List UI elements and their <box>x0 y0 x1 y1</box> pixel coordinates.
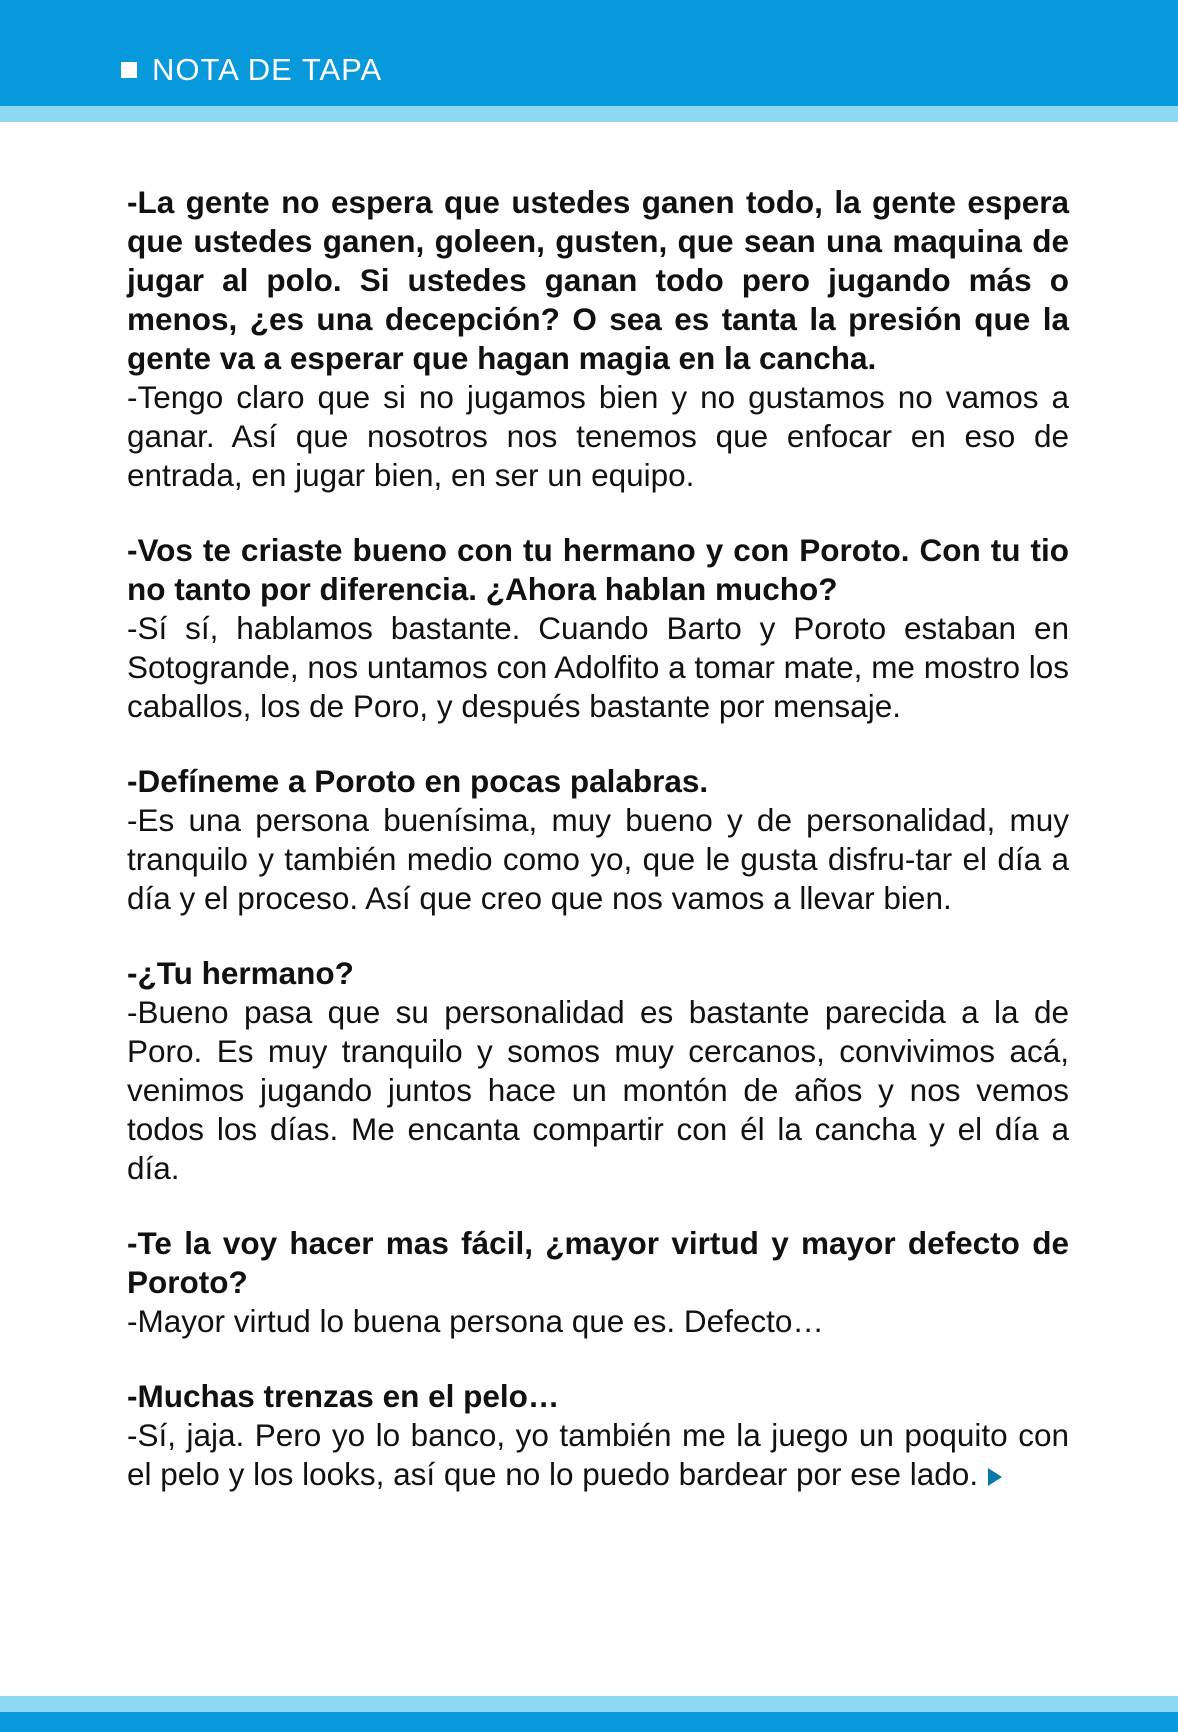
answer-text: -Bueno pasa que su personalidad es bastante parecida a la de Poro. Es muy tranquilo y somos muy cercanos, convivimos acá, venimos jugando juntos hace un montón de años y nos vemos todos los días. Me encanta compartir con él la cancha y el día a día. <box>127 994 1069 1186</box>
qa-block <box>127 1377 1069 1494</box>
interview-article <box>127 183 1069 1530</box>
qa-block <box>127 762 1069 918</box>
question-text: -La gente no espera que ustedes ganen todo, la gente espera que ustedes ganen, goleen, gusten, que sean una maquina de jugar al polo. Si ustedes ganan todo pero jugando más o menos, ¿es una decepción? O sea es tanta la presión que la gente va a esperar que hagan magia en la cancha. <box>127 184 1069 376</box>
qa-block <box>127 1224 1069 1341</box>
last-answer <box>127 1416 1069 1494</box>
answer-text: -Mayor virtud lo buena persona que es. Defecto… <box>127 1303 824 1339</box>
square-bullet-icon <box>121 62 137 78</box>
question-text: -Vos te criaste bueno con tu hermano y con Poroto. Con tu tio no tanto por diferencia. ¿Ahora hablan mucho? <box>127 532 1069 607</box>
question-text: -Defíneme a Poroto en pocas palabras. <box>127 763 709 799</box>
question-text: -Te la voy hacer mas fácil, ¿mayor virtud y mayor defecto de Poroto? <box>127 1225 1069 1300</box>
qa-block <box>127 954 1069 1188</box>
section-label-text: NOTA DE TAPA <box>152 52 383 87</box>
footer-stripe <box>0 1696 1178 1712</box>
answer-text: -Es una persona buenísima, muy bueno y de personalidad, muy tranquilo y también medio como yo, que le gusta disfru-tar el día a día y el proceso. Así que creo que nos vamos a llevar bien. <box>127 802 1069 916</box>
header-stripe <box>0 106 1178 122</box>
question-text: -Muchas trenzas en el pelo… <box>127 1378 560 1414</box>
section-label <box>121 52 382 88</box>
footer-bar <box>0 1712 1178 1732</box>
qa-block <box>127 531 1069 726</box>
answer-text: -Tengo claro que si no jugamos bien y no gustamos no vamos a ganar. Así que nosotros nos tenemos que enfocar en eso de entrada, en jugar bien, en ser un equipo. <box>127 379 1069 493</box>
answer-text: -Sí sí, hablamos bastante. Cuando Barto y Poroto estaban en Sotogrande, nos untamos con Adolfito a tomar mate, me mostro los caballos, los de Poro, y después bastante por mensaje. <box>127 610 1069 724</box>
continue-arrow-icon <box>988 1468 1002 1486</box>
qa-block <box>127 183 1069 495</box>
answer-text: -Sí, jaja. Pero yo lo banco, yo también me la juego un poquito con el pelo y los looks, así que no lo puedo bardear por ese lado. <box>127 1417 1069 1492</box>
question-text: -¿Tu hermano? <box>127 955 354 991</box>
